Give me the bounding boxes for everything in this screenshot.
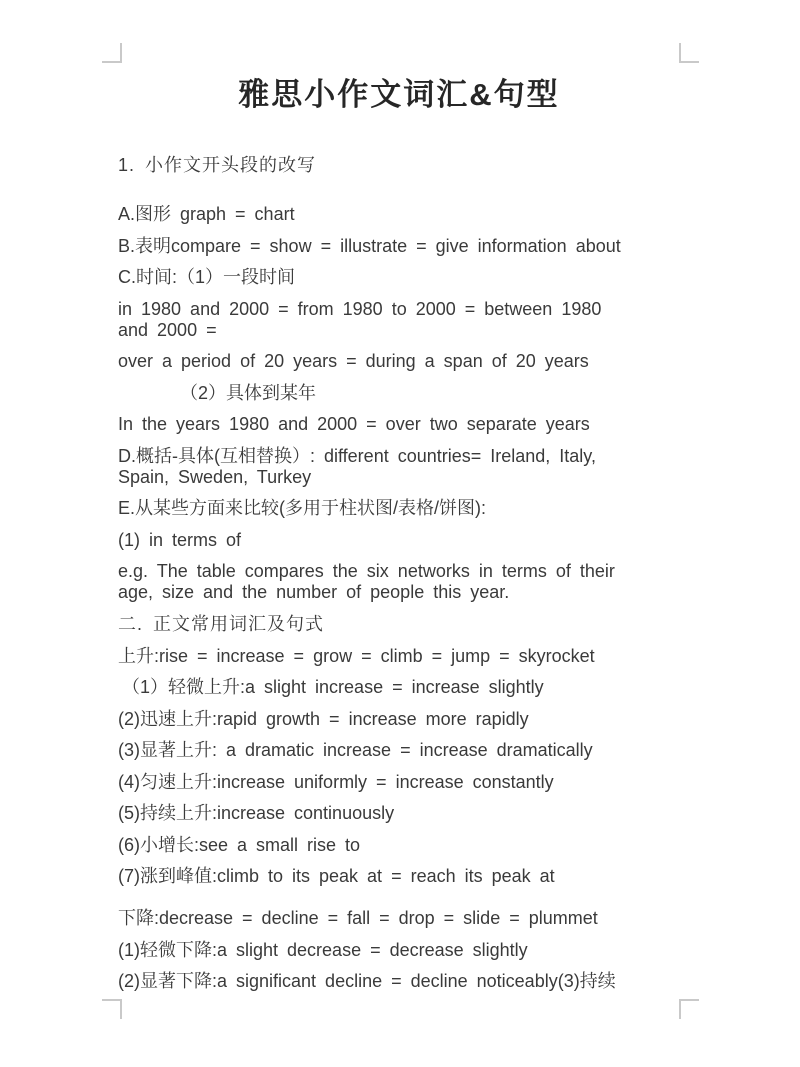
paragraph-years-line1: in 1980 and 2000 = from 1980 to 2000 = between 1980 (118, 298, 602, 319)
document-content (118, 0, 680, 1003)
paragraph-peak: (7)涨到峰值:climb to its peak at = reach its peak at (118, 866, 555, 886)
paragraph-dramatic-increase: (3)显著上升: a dramatic increase = increase dramatically (118, 740, 593, 760)
crop-mark-top-right-icon (679, 43, 699, 63)
paragraph-rise: 上升:rise = increase = grow = climb = jump = skyrocket (118, 645, 595, 666)
paragraph-uniform-increase: (4)匀速上升:increase uniformly = increase constantly (118, 771, 554, 792)
paragraph-decrease: 下降:decrease = decline = fall = drop = slide = plummet (118, 908, 598, 928)
paragraph-specific-year: （2）具体到某年 (180, 382, 317, 403)
paragraph-compare-aspects: E.从某些方面来比较(多用于柱状图/表格/饼图): (118, 498, 486, 518)
paragraph-compare: B.表明compare = show = illustrate = give information about (118, 235, 621, 256)
paragraph-example-line2: age, size and the number of people this year. (118, 582, 510, 602)
paragraph-period: over a period of 20 years = during a span of 20 years (118, 351, 589, 371)
paragraph-separate-years: In the years 1980 and 2000 = over two separate years (118, 414, 590, 434)
section-heading-2: 二. 正文常用词汇及句式 (118, 613, 325, 634)
paragraph-significant-decline: (2)显著下降:a significant decline = decline noticeably(3)持续 (118, 971, 616, 991)
section-heading-1: 1. 小作文开头段的改写 (118, 155, 317, 175)
paragraph-slight-decrease: (1)轻微下降:a slight decrease = decrease slightly (118, 939, 528, 960)
paragraph-continuous-increase: (5)持续上升:increase continuously (118, 803, 395, 823)
paragraph-small-rise: (6)小增长:see a small rise to (118, 834, 361, 855)
paragraph-countries-line1: D.概括-具体(互相替换）: different countries= Ireland, Italy, (118, 445, 596, 466)
paragraph-time: C.时间:（1）一段时间 (118, 267, 296, 287)
crop-mark-bottom-right-icon (679, 999, 699, 1019)
page-title: 雅思小作文词汇&句型 (238, 77, 560, 112)
paragraph-in-terms-of: (1) in terms of (118, 529, 242, 550)
paragraph-slight-increase: （1）轻微上升:a slight increase = increase slightly (122, 677, 544, 697)
paragraph-rapid-growth: (2)迅速上升:rapid growth = increase more rapidly (118, 708, 529, 729)
paragraph-countries-line2: Spain, Sweden, Turkey (118, 466, 312, 487)
paragraph-years-line2: and 2000 = (118, 319, 217, 340)
paragraph-graph: A.图形 graph = chart (118, 204, 295, 224)
paragraph-example-line1: e.g. The table compares the six networks in terms of their (118, 561, 615, 581)
